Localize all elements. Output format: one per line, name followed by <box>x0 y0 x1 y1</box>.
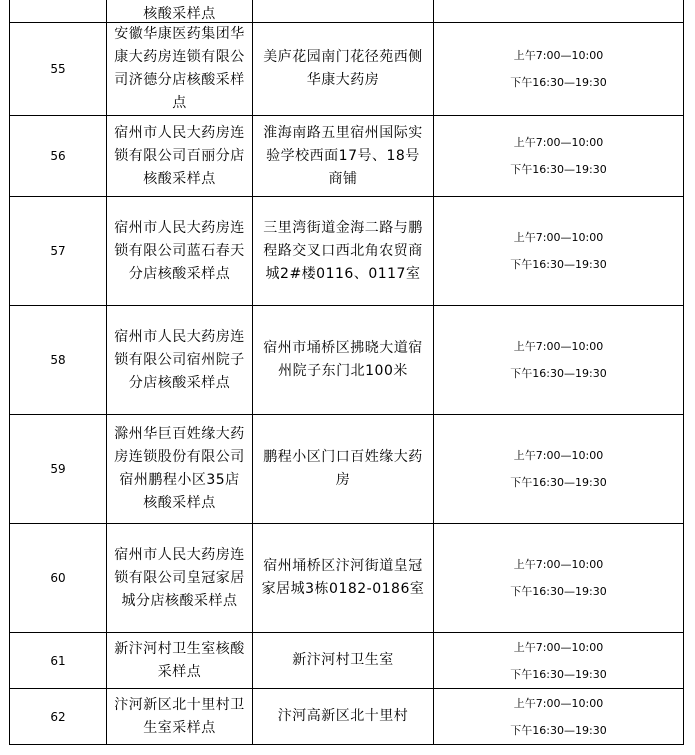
time-morning: 上午7:00—10:00 <box>513 340 604 353</box>
row-number: 60 <box>10 524 107 633</box>
sampling-time <box>434 689 684 745</box>
site-name-fragment-text: 核酸采样点 <box>143 6 216 22</box>
row-number: 61 <box>10 633 107 689</box>
site-address: 三里湾街道金海二路与鹏程路交叉口西北角农贸商城2#楼0116、0117室 <box>253 197 434 306</box>
cell-empty <box>10 0 107 23</box>
sampling-time <box>434 306 684 415</box>
table-row <box>10 306 684 415</box>
table-row <box>10 415 684 524</box>
site-name-fragment <box>107 0 253 23</box>
time-morning: 上午7:00—10:00 <box>513 231 604 244</box>
site-address: 宿州埇桥区汴河街道皇冠家居城3栋0182-0186室 <box>253 524 434 633</box>
table-row <box>10 633 684 689</box>
table-row <box>10 689 684 745</box>
site-address: 宿州市埇桥区拂晓大道宿州院子东门北100米 <box>253 306 434 415</box>
time-afternoon: 下午16:30—19:30 <box>510 258 607 271</box>
site-name: 宿州市人民大药房连锁有限公司皇冠家居城分店核酸采样点 <box>107 524 253 633</box>
site-name: 滁州华巨百姓缘大药房连锁股份有限公司宿州鹏程小区35店核酸采样点 <box>107 415 253 524</box>
time-morning: 上午7:00—10:00 <box>513 49 604 62</box>
site-address: 淮海南路五里宿州国际实验学校西面17号、18号商铺 <box>253 116 434 197</box>
sampling-sites-table <box>9 0 684 745</box>
row-number: 62 <box>10 689 107 745</box>
site-name: 宿州市人民大药房连锁有限公司宿州院子分店核酸采样点 <box>107 306 253 415</box>
time-morning: 上午7:00—10:00 <box>513 640 604 654</box>
time-afternoon: 下午16:30—19:30 <box>510 76 607 89</box>
row-number: 56 <box>10 116 107 197</box>
sampling-time <box>434 524 684 633</box>
row-number: 58 <box>10 306 107 415</box>
sampling-time <box>434 633 684 689</box>
row-number: 57 <box>10 197 107 306</box>
time-afternoon: 下午16:30—19:30 <box>510 163 607 176</box>
site-name: 宿州市人民大药房连锁有限公司蓝石春天分店核酸采样点 <box>107 197 253 306</box>
time-afternoon: 下午16:30—19:30 <box>510 723 607 737</box>
site-name: 宿州市人民大药房连锁有限公司百丽分店核酸采样点 <box>107 116 253 197</box>
time-morning: 上午7:00—10:00 <box>513 136 604 149</box>
site-name: 汴河新区北十里村卫生室采样点 <box>107 689 253 745</box>
sampling-time <box>434 23 684 116</box>
time-afternoon: 下午16:30—19:30 <box>510 585 607 598</box>
time-afternoon: 下午16:30—19:30 <box>510 476 607 489</box>
table-row <box>10 116 684 197</box>
site-address: 新汴河村卫生室 <box>253 633 434 689</box>
table-row-partial <box>10 0 684 23</box>
cell-empty <box>253 0 434 23</box>
sampling-time <box>434 197 684 306</box>
site-name: 新汴河村卫生室核酸采样点 <box>107 633 253 689</box>
cell-empty <box>434 0 684 23</box>
row-number: 59 <box>10 415 107 524</box>
sampling-time <box>434 116 684 197</box>
site-address: 汴河高新区北十里村 <box>253 689 434 745</box>
site-address: 美庐花园南门花径苑西侧华康大药房 <box>253 23 434 116</box>
table-row <box>10 524 684 633</box>
time-afternoon: 下午16:30—19:30 <box>510 367 607 380</box>
time-morning: 上午7:00—10:00 <box>513 558 604 571</box>
sampling-time <box>434 415 684 524</box>
table-row <box>10 197 684 306</box>
site-name: 安徽华康医药集团华康大药房连锁有限公司济德分店核酸采样点 <box>107 23 253 116</box>
row-number: 55 <box>10 23 107 116</box>
time-morning: 上午7:00—10:00 <box>513 696 604 710</box>
time-afternoon: 下午16:30—19:30 <box>510 667 607 681</box>
time-morning: 上午7:00—10:00 <box>513 449 604 462</box>
site-address: 鹏程小区门口百姓缘大药房 <box>253 415 434 524</box>
table-row <box>10 23 684 116</box>
